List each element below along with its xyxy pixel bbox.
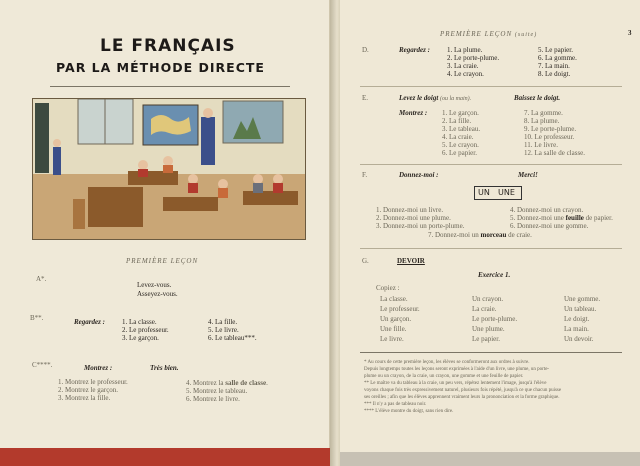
exercise-word: La craie. (472, 305, 497, 313)
section-f-response: Merci! (518, 171, 538, 179)
footnote-line: *** Il n'y a pas de tableau noir. (364, 402, 427, 407)
section-f-item: 1. Donnez-moi un livre. (376, 206, 444, 214)
book-title-line-1: LE FRANÇAIS (100, 36, 236, 56)
exercise-word: La classe. (380, 295, 408, 303)
footnote-line: plume ou un crayon, de la craie, un crayon, une gomme et une feuille de papier. (364, 374, 524, 379)
exercise-word: Le papier. (472, 335, 500, 343)
table-surface (340, 452, 640, 466)
section-d-item: 8. Le doigt. (538, 70, 571, 78)
section-e-command-2: Baissez le doigt. (514, 94, 561, 102)
section-e-item: 8. La plume. (524, 117, 560, 125)
section-b-item: 5. Le livre. (208, 326, 239, 334)
exercise-word: Le livre. (380, 335, 404, 343)
lesson-heading: PREMIÈRE LEÇON (126, 257, 199, 265)
section-e-item: 5. Le crayon. (442, 141, 479, 149)
section-e-item: 7. La gomme. (524, 109, 563, 117)
exercise-word: Une plume. (472, 325, 505, 333)
exercise-word: Un crayon. (472, 295, 504, 303)
section-e-command-1: Levez le doigt (ou la main). (399, 94, 472, 102)
section-c-item: 5. Montrez le tableau. (186, 387, 248, 395)
exercise-word: La main. (564, 325, 589, 333)
section-divider (360, 86, 622, 87)
section-f-item: 6. Donnez-moi une gomme. (510, 222, 589, 230)
section-d-prompt: Regardez : (399, 46, 430, 54)
section-c-prompt: Montrez : (84, 364, 113, 372)
boxed-une: UNE (498, 188, 515, 197)
footnote-line: ** Le maître va du tableau à la craie, un peu vers, répétez lentement l'image, jusqu'à l'élève (364, 381, 547, 386)
footnote-line: ses oreilles ; afin que les élèves apprennent vraiment leurs la prononciation et la forme graphique. (364, 395, 560, 400)
copy-instruction: Copiez : (376, 284, 400, 292)
section-e-prompt: Montrez : (399, 109, 428, 117)
section-g-marker: G. (362, 257, 369, 265)
section-b-item: 1. La classe. (122, 318, 157, 326)
section-f-prompt: Donnez-moi : (399, 171, 439, 179)
section-b-item: 3. Le garçon. (122, 334, 159, 342)
section-e-item: 11. Le livre. (524, 141, 558, 149)
section-d-item: 1. La plume. (447, 46, 483, 54)
book-cover-edge (0, 448, 330, 466)
section-e-item: 12. La salle de classe. (524, 149, 586, 157)
exercise-word: Le doigt. (564, 315, 590, 323)
section-c-item: 2. Montrez le garçon. (58, 386, 119, 394)
section-d-item: 2. Le porte-plume. (447, 54, 500, 62)
book-title-line-2: PAR LA MÉTHODE DIRECTE (56, 60, 265, 75)
exercise-title: Exercice 1. (478, 271, 511, 279)
footnote-line: Depuis longtemps toutes les leçons seront exprimées à l'aide d'un livre, une plume, un porte- (364, 367, 550, 372)
section-e-item: 1. Le garçon. (442, 109, 479, 117)
section-b-marker: B**. (30, 314, 44, 322)
section-b-prompt: Regardez : (74, 318, 105, 326)
section-e-marker: E. (362, 94, 369, 102)
page-number: 3 (628, 29, 632, 37)
section-e-item: 2. La fille. (442, 117, 472, 125)
exercise-word: Une gomme. (564, 295, 601, 303)
footnote-rule (360, 352, 622, 353)
footnote-line: voyons chaque fois très expressivement naturel, plusieurs fois répété, jusqu'à ce que chacun puisse (364, 388, 562, 393)
exercise-word: Le porte-plume. (472, 315, 518, 323)
devoir-label: DEVOIR (397, 257, 425, 265)
book-gutter (330, 0, 340, 466)
section-a-line-1: Levez-vous. (137, 281, 172, 289)
section-f-marker: F. (362, 171, 368, 179)
section-c-item: 6. Montrez le livre. (186, 395, 240, 403)
exercise-word: Un tableau. (564, 305, 597, 313)
section-b-item: 6. Le tableau***. (208, 334, 257, 342)
exercise-word: Une fille. (380, 325, 407, 333)
running-head: PREMIÈRE LEÇON (suite) (440, 30, 538, 38)
exercise-word: Le professeur. (380, 305, 420, 313)
section-f-item: 4. Donnez-moi un crayon. (510, 206, 584, 214)
section-b-item: 2. Le professeur. (122, 326, 169, 334)
section-f-item: 7. Donnez-moi un morceau de craie. (428, 231, 532, 239)
section-a-marker: A*. (36, 275, 47, 283)
section-c-marker: C****. (32, 361, 53, 369)
section-e-item: 4. La craie. (442, 133, 474, 141)
section-b-item: 4. La fille. (208, 318, 238, 326)
boxed-un: UN (478, 188, 490, 197)
section-divider (360, 248, 622, 249)
exercise-word: Un garçon. (380, 315, 412, 323)
section-c-response: Très bien. (150, 364, 179, 372)
section-f-item: 2. Donnez-moi une plume. (376, 214, 451, 222)
classroom-illustration (32, 98, 306, 240)
section-c-item: 3. Montrez la fille. (58, 394, 111, 402)
section-f-item: 5. Donnez-moi une feuille de papier. (510, 214, 613, 222)
section-e-item: 6. Le papier. (442, 149, 477, 157)
section-d-marker: D. (362, 46, 369, 54)
section-d-item: 3. La craie. (447, 62, 479, 70)
section-c-item: 1. Montrez le professeur. (58, 378, 128, 386)
section-e-item: 3. Le tableau. (442, 125, 481, 133)
section-a-line-2: Asseyez-vous. (137, 290, 178, 298)
section-d-item: 7. La main. (538, 62, 570, 70)
footnote-line: * Au cours de cette première leçon, les élèves se conformeront aux ordres à suivre. (364, 360, 530, 365)
right-page (340, 0, 640, 466)
title-rule (50, 86, 290, 87)
section-d-item: 4. Le crayon. (447, 70, 484, 78)
section-e-item: 10. Le professeur. (524, 133, 575, 141)
section-divider (360, 164, 622, 165)
section-d-item: 5. Le papier. (538, 46, 573, 54)
section-f-item: 3. Donnez-moi un porte-plume. (376, 222, 465, 230)
footnote-line: **** L'élève montre du doigt, sans rien dire. (364, 409, 454, 414)
section-c-item: 4. Montrez la salle de classe. (186, 379, 268, 387)
section-e-item: 9. Le porte-plume. (524, 125, 577, 133)
exercise-word: Un devoir. (564, 335, 594, 343)
section-d-item: 6. La gomme. (538, 54, 577, 62)
